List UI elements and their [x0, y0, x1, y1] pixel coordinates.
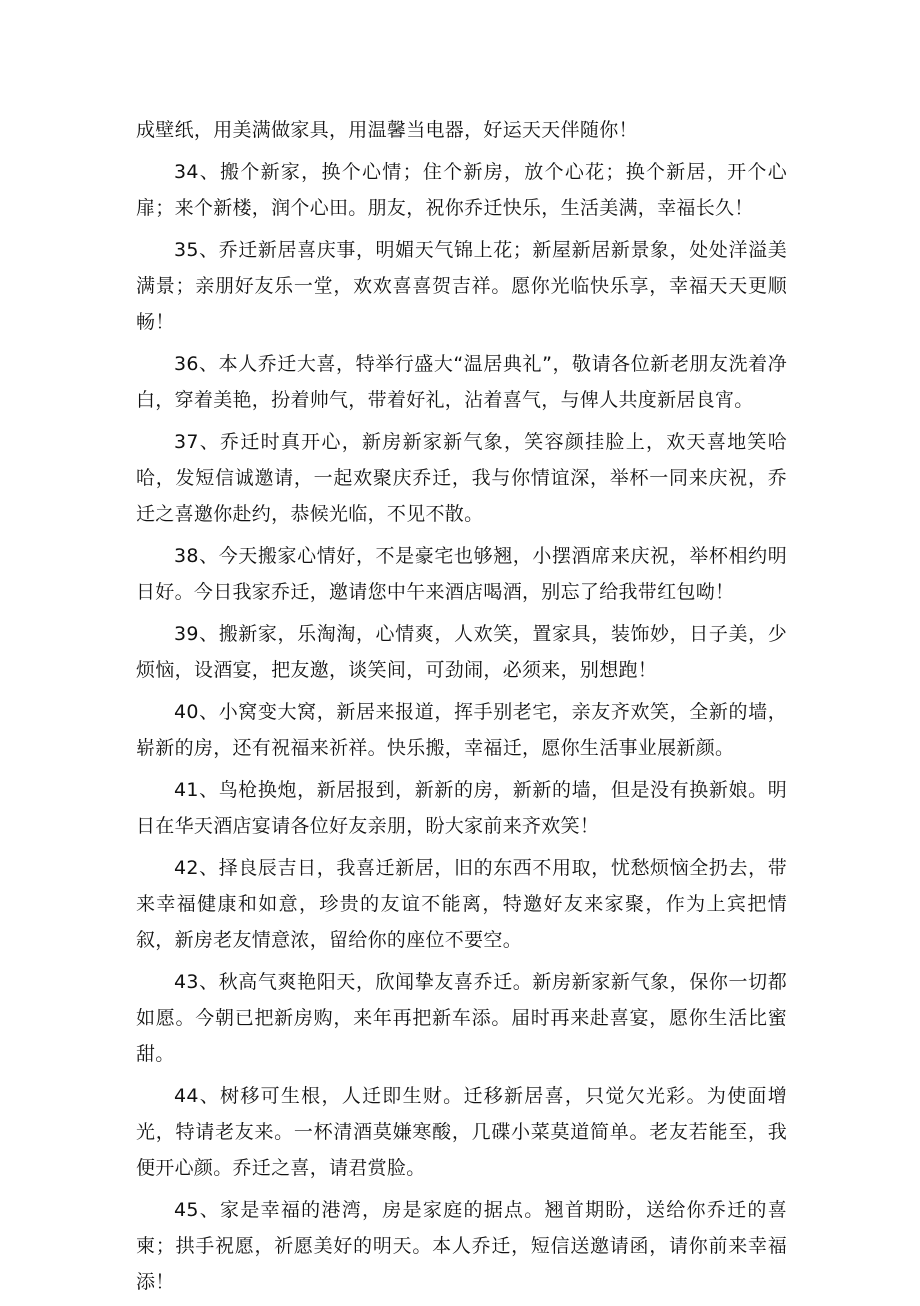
paragraph-continuation: 成壁纸，用美满做家具，用温馨当电器，好运天天伴随你！ — [136, 119, 638, 141]
paragraph-42: 42、择良辰吉日，我喜迁新居，旧的东西不用取，忧愁烦恼全扔去，带来幸福健康和如意，珍贵的友谊不能离，特邀好友来家聚，作为上宾把情叙，新房老友情意浓，留给你的座位不要空。 — [136, 857, 787, 951]
paragraph-39: 39、搬新家，乐淘淘，心情爽，人欢笑，置家具，装饰妙，日子美，少烦恼，设酒宴，把友邀，谈笑间，可劲闹，必须来，别想跑！ — [136, 623, 787, 681]
paragraph-36: 36、本人乔迁大喜，特举行盛大“温居典礼”，敬请各位新老朋友洗着净白，穿着美艳，扮着帅气，带着好礼，沾着喜气，与俾人共度新居良宵。 — [136, 353, 787, 411]
paragraph-34: 34、搬个新家，换个心情；住个新房，放个心花；换个新居，开个心扉；来个新楼，润个心田。朋友，祝你乔迁快乐，生活美满，幸福长久！ — [136, 161, 787, 219]
paragraph-37: 37、乔迁时真开心，新房新家新气象，笑容颜挂脸上，欢天喜地笑哈哈，发短信诚邀请，一起欢聚庆乔迁，我与你情谊深，举杯一同来庆祝，乔迁之喜邀你赴约，恭候光临，不见不散。 — [136, 431, 787, 525]
paragraph-43: 43、秋高气爽艳阳天，欣闻挚友喜乔迁。新房新家新气象，保你一切都如愿。今朝已把新房购，来年再把新车添。届时再来赴喜宴，愿你生活比蜜甜。 — [136, 971, 787, 1065]
paragraph-40: 40、小窝变大窝，新居来报道，挥手别老宅，亲友齐欢笑，全新的墙，崭新的房，还有祝福来祈祥。快乐搬，幸福迁，愿你生活事业展新颜。 — [136, 701, 787, 759]
document-page — [136, 112, 787, 1306]
paragraph-45: 45、家是幸福的港湾，房是家庭的据点。翘首期盼，送给你乔迁的喜柬；拱手祝愿，祈愿美好的明天。本人乔迁，短信送邀请函，请你前来幸福添！ — [136, 1199, 787, 1293]
paragraph-44: 44、树移可生根，人迁即生财。迁移新居喜，只觉欠光彩。为使面增光，特请老友来。一杯清酒莫嫌寒酸，几碟小菜莫道简单。老友若能至，我便开心颜。乔迁之喜，请君赏脸。 — [136, 1085, 787, 1179]
paragraph-35: 35、乔迁新居喜庆事，明媚天气锦上花；新屋新居新景象，处处洋溢美满景；亲朋好友乐一堂，欢欢喜喜贺吉祥。愿你光临快乐享，幸福天天更顺畅！ — [136, 239, 787, 333]
paragraph-38: 38、今天搬家心情好，不是豪宅也够翘，小摆酒席来庆祝，举杯相约明日好。今日我家乔迁，邀请您中午来酒店喝酒，别忘了给我带红包呦！ — [136, 545, 787, 603]
paragraph-41: 41、鸟枪换炮，新居报到，新新的房，新新的墙，但是没有换新娘。明日在华天酒店宴请各位好友亲朋，盼大家前来齐欢笑！ — [136, 779, 787, 837]
